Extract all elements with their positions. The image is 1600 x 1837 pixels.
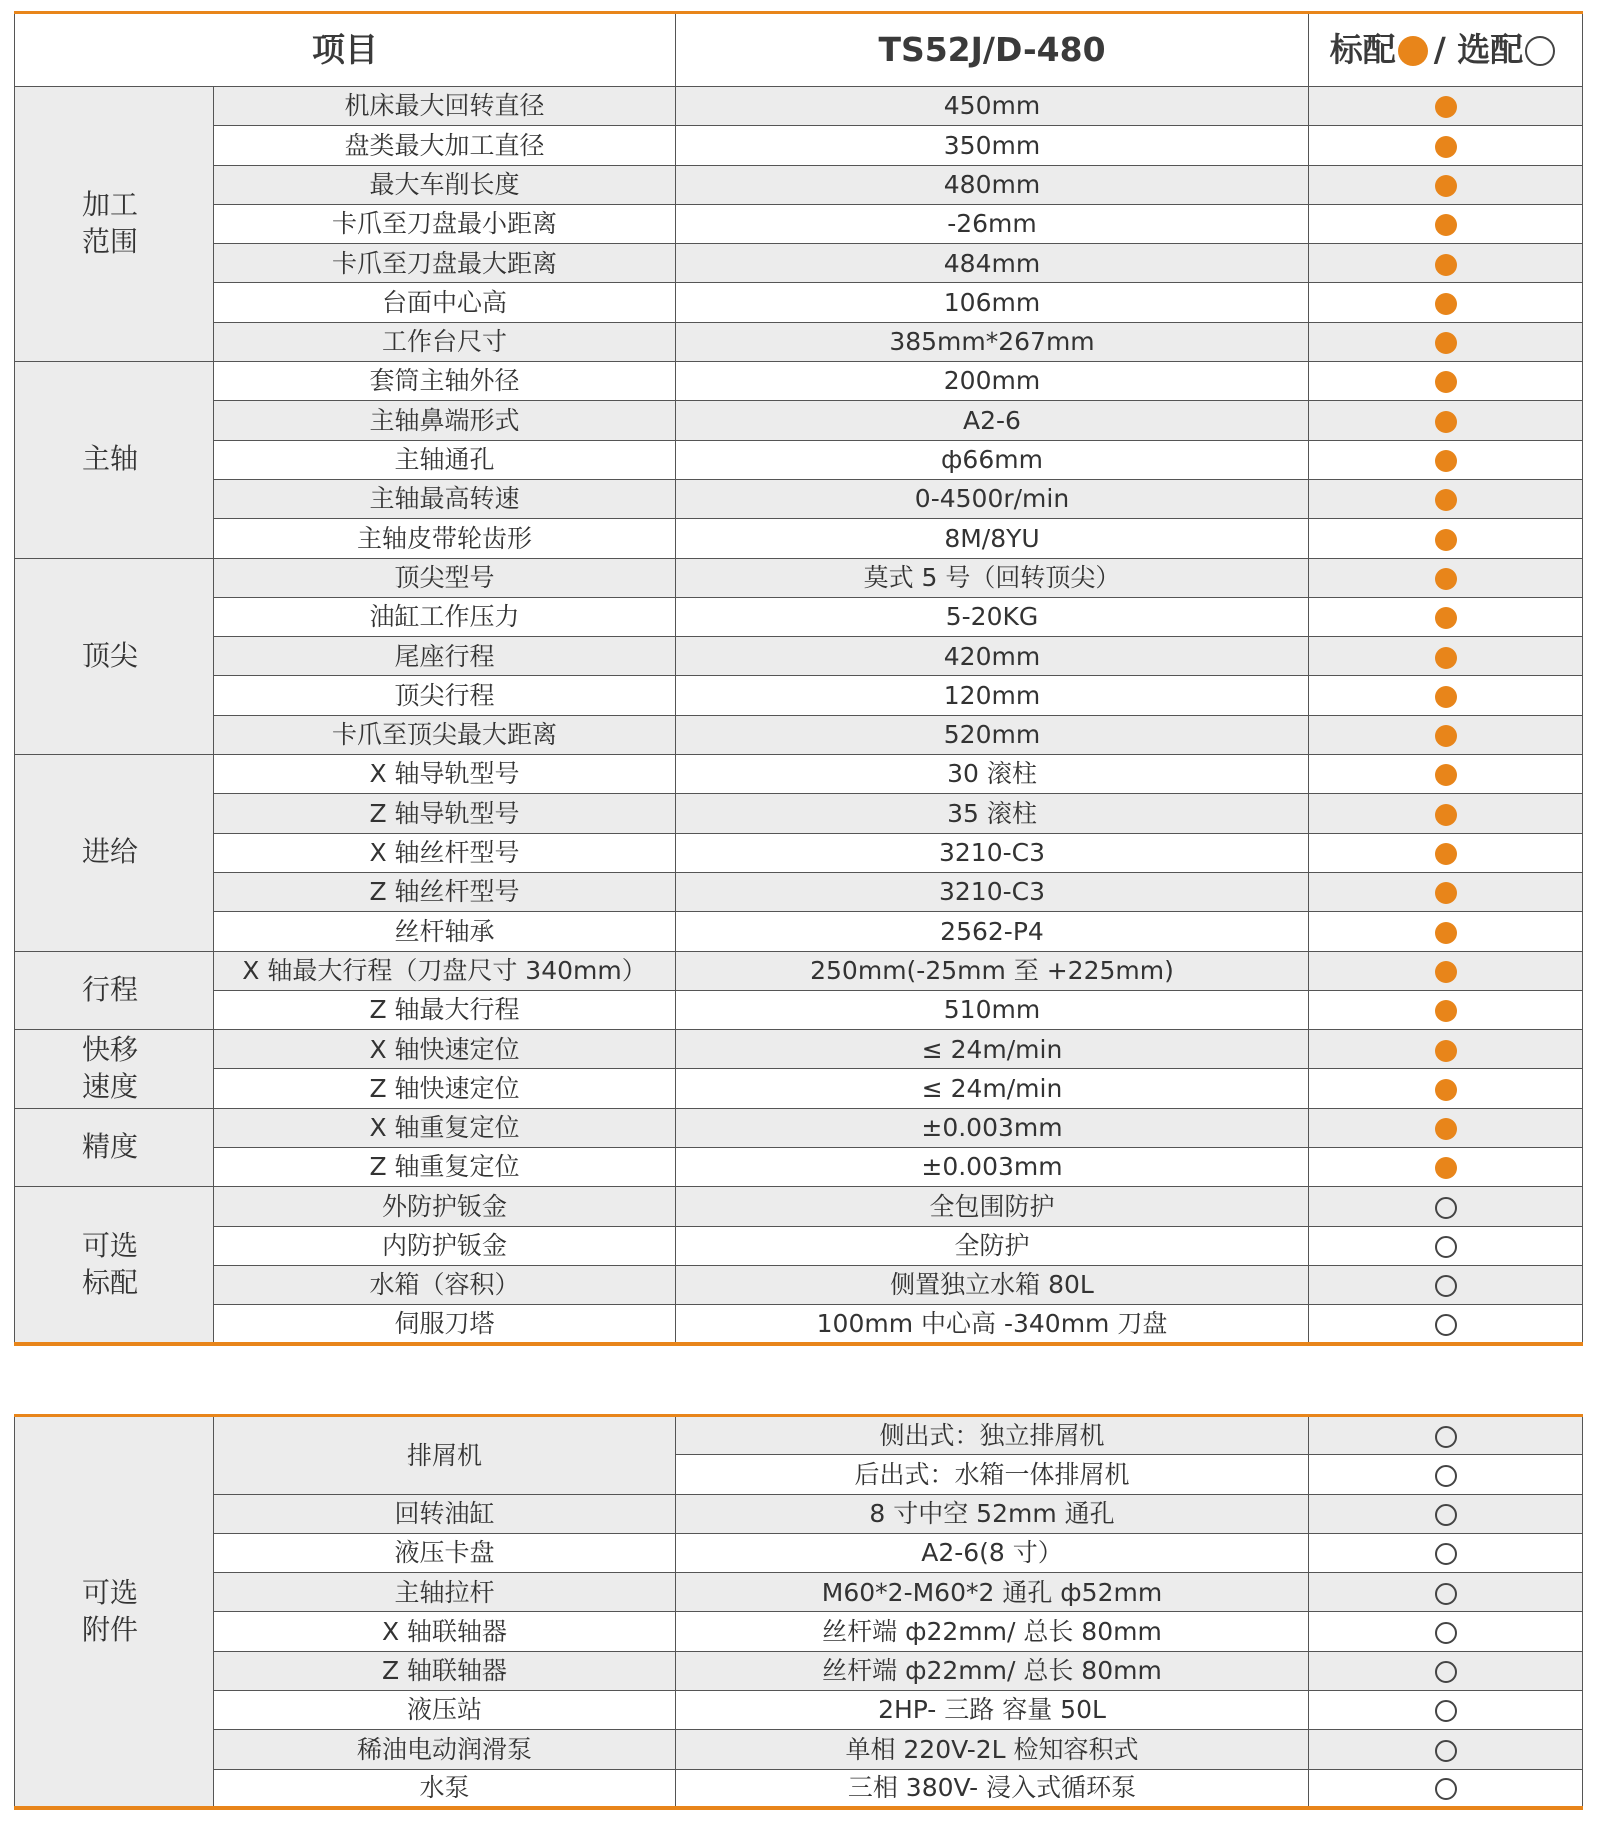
- group-name: 精度: [82, 1130, 139, 1164]
- config-cell: [1309, 440, 1583, 479]
- value-cell: 全包围防护: [676, 1187, 1309, 1226]
- item-cell: 水泵: [214, 1769, 676, 1808]
- value-cell: 8 寸中空 52mm 通孔: [676, 1494, 1309, 1533]
- config-cell: [1309, 1265, 1583, 1304]
- item-cell: Z 轴重复定位: [214, 1148, 676, 1187]
- table-row: [15, 912, 1583, 951]
- config-cell: [1309, 597, 1583, 636]
- standard-dot-icon: [1435, 254, 1457, 276]
- value-cell: A2-6(8 寸）: [676, 1533, 1309, 1572]
- value-cell: 510mm: [676, 990, 1309, 1029]
- table-row: [15, 1305, 1583, 1344]
- standard-dot-icon: [1435, 293, 1457, 315]
- item-cell: 内防护钣金: [214, 1226, 676, 1265]
- group-name: 行程: [82, 972, 139, 1006]
- table-row: [15, 1148, 1583, 1187]
- value-cell: 丝杆端 ф22mm/ 总长 80mm: [676, 1651, 1309, 1690]
- group-name: 顶尖: [82, 638, 139, 672]
- optional-circle-icon: [1435, 1275, 1457, 1297]
- standard-dot-icon: [1435, 647, 1457, 669]
- value-cell: 8M/8YU: [676, 519, 1309, 558]
- item-cell: 顶尖行程: [214, 676, 676, 715]
- group-label: [15, 1187, 214, 1344]
- value-cell: ф66mm: [676, 440, 1309, 479]
- table-row: [15, 362, 1583, 401]
- item-cell: Z 轴丝杆型号: [214, 872, 676, 911]
- value-cell: 250mm(-25mm 至 +225mm): [676, 951, 1309, 990]
- config-cell: [1309, 1730, 1583, 1769]
- standard-dot-icon: [1435, 922, 1457, 944]
- table-row: [15, 558, 1583, 597]
- item-cell: 丝杆轴承: [214, 912, 676, 951]
- table-row: [15, 519, 1583, 558]
- item-cell: 外防护钣金: [214, 1187, 676, 1226]
- table-row: [15, 990, 1583, 1029]
- spec-table: [14, 11, 1583, 1346]
- group-label: [15, 951, 214, 1030]
- config-cell: [1309, 1069, 1583, 1108]
- item-cell: X 轴重复定位: [214, 1108, 676, 1147]
- value-cell: 丝杆端 ф22mm/ 总长 80mm: [676, 1612, 1309, 1651]
- config-cell: [1309, 519, 1583, 558]
- table-row: [15, 283, 1583, 322]
- group-name: 可选附件: [82, 1575, 139, 1646]
- config-cell: [1309, 87, 1583, 126]
- item-cell: 套筒主轴外径: [214, 362, 676, 401]
- item-cell: 台面中心高: [214, 283, 676, 322]
- table-row: [15, 794, 1583, 833]
- table-row: [15, 1612, 1583, 1651]
- item-cell: 主轴通孔: [214, 440, 676, 479]
- optional-circle-icon: [1435, 1236, 1457, 1258]
- item-cell: 最大车削长度: [214, 165, 676, 204]
- optional-circle-icon: [1435, 1465, 1457, 1487]
- optional-circle-icon: [1435, 1740, 1457, 1762]
- config-cell: [1309, 755, 1583, 794]
- value-cell: 侧出式：独立排屑机: [676, 1416, 1309, 1455]
- config-cell: [1309, 1187, 1583, 1226]
- config-cell: [1309, 401, 1583, 440]
- config-cell: [1309, 558, 1583, 597]
- config-cell: [1309, 951, 1583, 990]
- config-cell: [1309, 1691, 1583, 1730]
- value-cell: 3210-C3: [676, 872, 1309, 911]
- config-cell: [1309, 1494, 1583, 1533]
- item-cell: 尾座行程: [214, 637, 676, 676]
- standard-dot-icon: [1435, 529, 1457, 551]
- table-row: [15, 1226, 1583, 1265]
- standard-dot-icon: [1435, 1118, 1457, 1140]
- table-row: [15, 1494, 1583, 1533]
- standard-dot-icon: [1435, 1000, 1457, 1022]
- item-cell: X 轴最大行程（刀盘尺寸 340mm）: [214, 951, 676, 990]
- value-cell: 420mm: [676, 637, 1309, 676]
- value-cell: 三相 380V- 浸入式循环泵: [676, 1769, 1309, 1808]
- header-item: 项目: [15, 13, 676, 87]
- group-label: [15, 755, 214, 951]
- value-cell: M60*2-M60*2 通孔 ф52mm: [676, 1573, 1309, 1612]
- table-row: [15, 1030, 1583, 1069]
- table-row: [15, 479, 1583, 518]
- config-cell: [1309, 1030, 1583, 1069]
- config-cell: [1309, 1416, 1583, 1455]
- group-label: [15, 1416, 214, 1809]
- config-cell: [1309, 362, 1583, 401]
- accessories-body: [15, 1416, 1583, 1809]
- config-cell: [1309, 676, 1583, 715]
- value-cell: 120mm: [676, 676, 1309, 715]
- group-name: 加工范围: [82, 188, 139, 259]
- value-cell: ≤ 24m/min: [676, 1030, 1309, 1069]
- table-row: [15, 715, 1583, 754]
- config-cell: [1309, 1769, 1583, 1808]
- item-cell: Z 轴导轨型号: [214, 794, 676, 833]
- item-cell: X 轴快速定位: [214, 1030, 676, 1069]
- optional-circle-icon: [1435, 1543, 1457, 1565]
- standard-dot-icon: [1435, 882, 1457, 904]
- config-cell: [1309, 479, 1583, 518]
- optional-circle-icon: [1435, 1583, 1457, 1605]
- item-cell: 排屑机: [214, 1416, 676, 1495]
- value-cell: 100mm 中心高 -340mm 刀盘: [676, 1305, 1309, 1344]
- standard-dot-icon: [1435, 450, 1457, 472]
- config-cell: [1309, 1226, 1583, 1265]
- standard-dot-icon: [1435, 686, 1457, 708]
- value-cell: 450mm: [676, 87, 1309, 126]
- value-cell: ±0.003mm: [676, 1148, 1309, 1187]
- standard-dot-icon: [1435, 136, 1457, 158]
- value-cell: ≤ 24m/min: [676, 1069, 1309, 1108]
- standard-dot-icon: [1435, 371, 1457, 393]
- config-cell: [1309, 283, 1583, 322]
- item-cell: 卡爪至刀盘最大距离: [214, 244, 676, 283]
- table-row: [15, 676, 1583, 715]
- config-cell: [1309, 872, 1583, 911]
- optional-circle-icon: [1435, 1700, 1457, 1722]
- config-cell: [1309, 990, 1583, 1029]
- config-cell: [1309, 1305, 1583, 1344]
- item-cell: 水箱（容积）: [214, 1265, 676, 1304]
- table-row: [15, 755, 1583, 794]
- item-cell: 主轴皮带轮齿形: [214, 519, 676, 558]
- item-cell: 机床最大回转直径: [214, 87, 676, 126]
- item-cell: 液压站: [214, 1691, 676, 1730]
- header-row: [15, 13, 1583, 87]
- config-cell: [1309, 1612, 1583, 1651]
- item-cell: 主轴最高转速: [214, 479, 676, 518]
- table-row: [15, 126, 1583, 165]
- table-row: [15, 1265, 1583, 1304]
- config-cell: [1309, 833, 1583, 872]
- config-cell: [1309, 126, 1583, 165]
- group-label: [15, 362, 214, 558]
- value-cell: 350mm: [676, 126, 1309, 165]
- table-row: [15, 204, 1583, 243]
- item-cell: 盘类最大加工直径: [214, 126, 676, 165]
- config-cell: [1309, 165, 1583, 204]
- optional-circle-icon: [1435, 1426, 1457, 1448]
- table-row: [15, 1069, 1583, 1108]
- value-cell: 2HP- 三路 容量 50L: [676, 1691, 1309, 1730]
- item-cell: Z 轴快速定位: [214, 1069, 676, 1108]
- standard-dot-icon: [1435, 764, 1457, 786]
- group-label: [15, 558, 214, 754]
- config-cell: [1309, 244, 1583, 283]
- config-cell: [1309, 1533, 1583, 1572]
- value-cell: ±0.003mm: [676, 1108, 1309, 1147]
- legend-optional-label: 选配: [1457, 29, 1524, 69]
- value-cell: 莫式 5 号（回转顶尖）: [676, 558, 1309, 597]
- value-cell: 5-20KG: [676, 597, 1309, 636]
- optional-circle-icon: [1435, 1197, 1457, 1219]
- table-row: [15, 322, 1583, 361]
- value-cell: 侧置独立水箱 80L: [676, 1265, 1309, 1304]
- item-cell: X 轴联轴器: [214, 1612, 676, 1651]
- config-cell: [1309, 1455, 1583, 1494]
- group-label: [15, 87, 214, 362]
- legend-separator: /: [1433, 29, 1446, 69]
- item-cell: 工作台尺寸: [214, 322, 676, 361]
- item-cell: 液压卡盘: [214, 1533, 676, 1572]
- group-name: 进给: [82, 835, 139, 869]
- value-cell: 35 滚柱: [676, 794, 1309, 833]
- group-name: 主轴: [82, 442, 139, 476]
- standard-dot-icon: [1435, 175, 1457, 197]
- standard-dot-icon: [1435, 607, 1457, 629]
- value-cell: -26mm: [676, 204, 1309, 243]
- config-cell: [1309, 204, 1583, 243]
- table-row: [15, 440, 1583, 479]
- standard-dot-icon: [1435, 411, 1457, 433]
- standard-dot-icon: [1435, 804, 1457, 826]
- table-row: [15, 401, 1583, 440]
- standard-dot-icon: [1435, 1040, 1457, 1062]
- config-cell: [1309, 1651, 1583, 1690]
- optional-circle-icon: [1435, 1778, 1457, 1800]
- table-row: [15, 637, 1583, 676]
- config-cell: [1309, 794, 1583, 833]
- standard-dot-icon: [1435, 96, 1457, 118]
- config-cell: [1309, 1148, 1583, 1187]
- item-cell: 主轴拉杆: [214, 1573, 676, 1612]
- config-cell: [1309, 1573, 1583, 1612]
- config-cell: [1309, 637, 1583, 676]
- standard-dot-icon: [1435, 961, 1457, 983]
- item-cell: 卡爪至刀盘最小距离: [214, 204, 676, 243]
- table-row: [15, 1533, 1583, 1572]
- table-row: [15, 1416, 1583, 1455]
- table-row: [15, 951, 1583, 990]
- item-cell: 顶尖型号: [214, 558, 676, 597]
- standard-dot-icon: [1398, 36, 1428, 66]
- value-cell: 全防护: [676, 1226, 1309, 1265]
- optional-circle-icon: [1435, 1504, 1457, 1526]
- config-cell: [1309, 912, 1583, 951]
- group-name: 快移速度: [82, 1032, 139, 1103]
- optional-circle-icon: [1435, 1314, 1457, 1336]
- standard-dot-icon: [1435, 214, 1457, 236]
- config-cell: [1309, 715, 1583, 754]
- table-row: [15, 1651, 1583, 1690]
- item-cell: 回转油缸: [214, 1494, 676, 1533]
- value-cell: 3210-C3: [676, 833, 1309, 872]
- group-label: [15, 1108, 214, 1187]
- table-row: [15, 597, 1583, 636]
- table-row: [15, 1573, 1583, 1612]
- value-cell: 480mm: [676, 165, 1309, 204]
- value-cell: 200mm: [676, 362, 1309, 401]
- value-cell: 2562-P4: [676, 912, 1309, 951]
- item-cell: 油缸工作压力: [214, 597, 676, 636]
- item-cell: X 轴丝杆型号: [214, 833, 676, 872]
- group-name: 可选标配: [82, 1228, 139, 1299]
- table-row: [15, 1691, 1583, 1730]
- value-cell: 484mm: [676, 244, 1309, 283]
- header-legend: [1309, 13, 1583, 87]
- value-cell: A2-6: [676, 401, 1309, 440]
- optional-circle-icon: [1525, 36, 1555, 66]
- value-cell: 385mm*267mm: [676, 322, 1309, 361]
- item-cell: Z 轴联轴器: [214, 1651, 676, 1690]
- value-cell: 0-4500r/min: [676, 479, 1309, 518]
- accessories-table: [14, 1414, 1583, 1810]
- table-row: [15, 87, 1583, 126]
- standard-dot-icon: [1435, 843, 1457, 865]
- header-model: TS52J/D-480: [676, 13, 1309, 87]
- item-cell: X 轴导轨型号: [214, 755, 676, 794]
- value-cell: 后出式：水箱一体排屑机: [676, 1455, 1309, 1494]
- table-row: [15, 1769, 1583, 1808]
- group-label: [15, 1030, 214, 1109]
- standard-dot-icon: [1435, 568, 1457, 590]
- config-cell: [1309, 1108, 1583, 1147]
- spec-body: [15, 87, 1583, 1345]
- value-cell: 106mm: [676, 283, 1309, 322]
- table-row: [15, 1108, 1583, 1147]
- standard-dot-icon: [1435, 1079, 1457, 1101]
- table-row: [15, 833, 1583, 872]
- standard-dot-icon: [1435, 1157, 1457, 1179]
- optional-circle-icon: [1435, 1622, 1457, 1644]
- optional-circle-icon: [1435, 1661, 1457, 1683]
- item-cell: 伺服刀塔: [214, 1305, 676, 1344]
- item-cell: 稀油电动润滑泵: [214, 1730, 676, 1769]
- table-row: [15, 872, 1583, 911]
- value-cell: 30 滚柱: [676, 755, 1309, 794]
- item-cell: 卡爪至顶尖最大距离: [214, 715, 676, 754]
- standard-dot-icon: [1435, 332, 1457, 354]
- table-row: [15, 165, 1583, 204]
- config-cell: [1309, 322, 1583, 361]
- value-cell: 单相 220V-2L 检知容积式: [676, 1730, 1309, 1769]
- item-cell: 主轴鼻端形式: [214, 401, 676, 440]
- table-row: [15, 1187, 1583, 1226]
- table-row: [15, 1730, 1583, 1769]
- standard-dot-icon: [1435, 489, 1457, 511]
- standard-dot-icon: [1435, 725, 1457, 747]
- legend-standard-label: 标配: [1329, 29, 1396, 69]
- table-row: [15, 244, 1583, 283]
- item-cell: Z 轴最大行程: [214, 990, 676, 1029]
- value-cell: 520mm: [676, 715, 1309, 754]
